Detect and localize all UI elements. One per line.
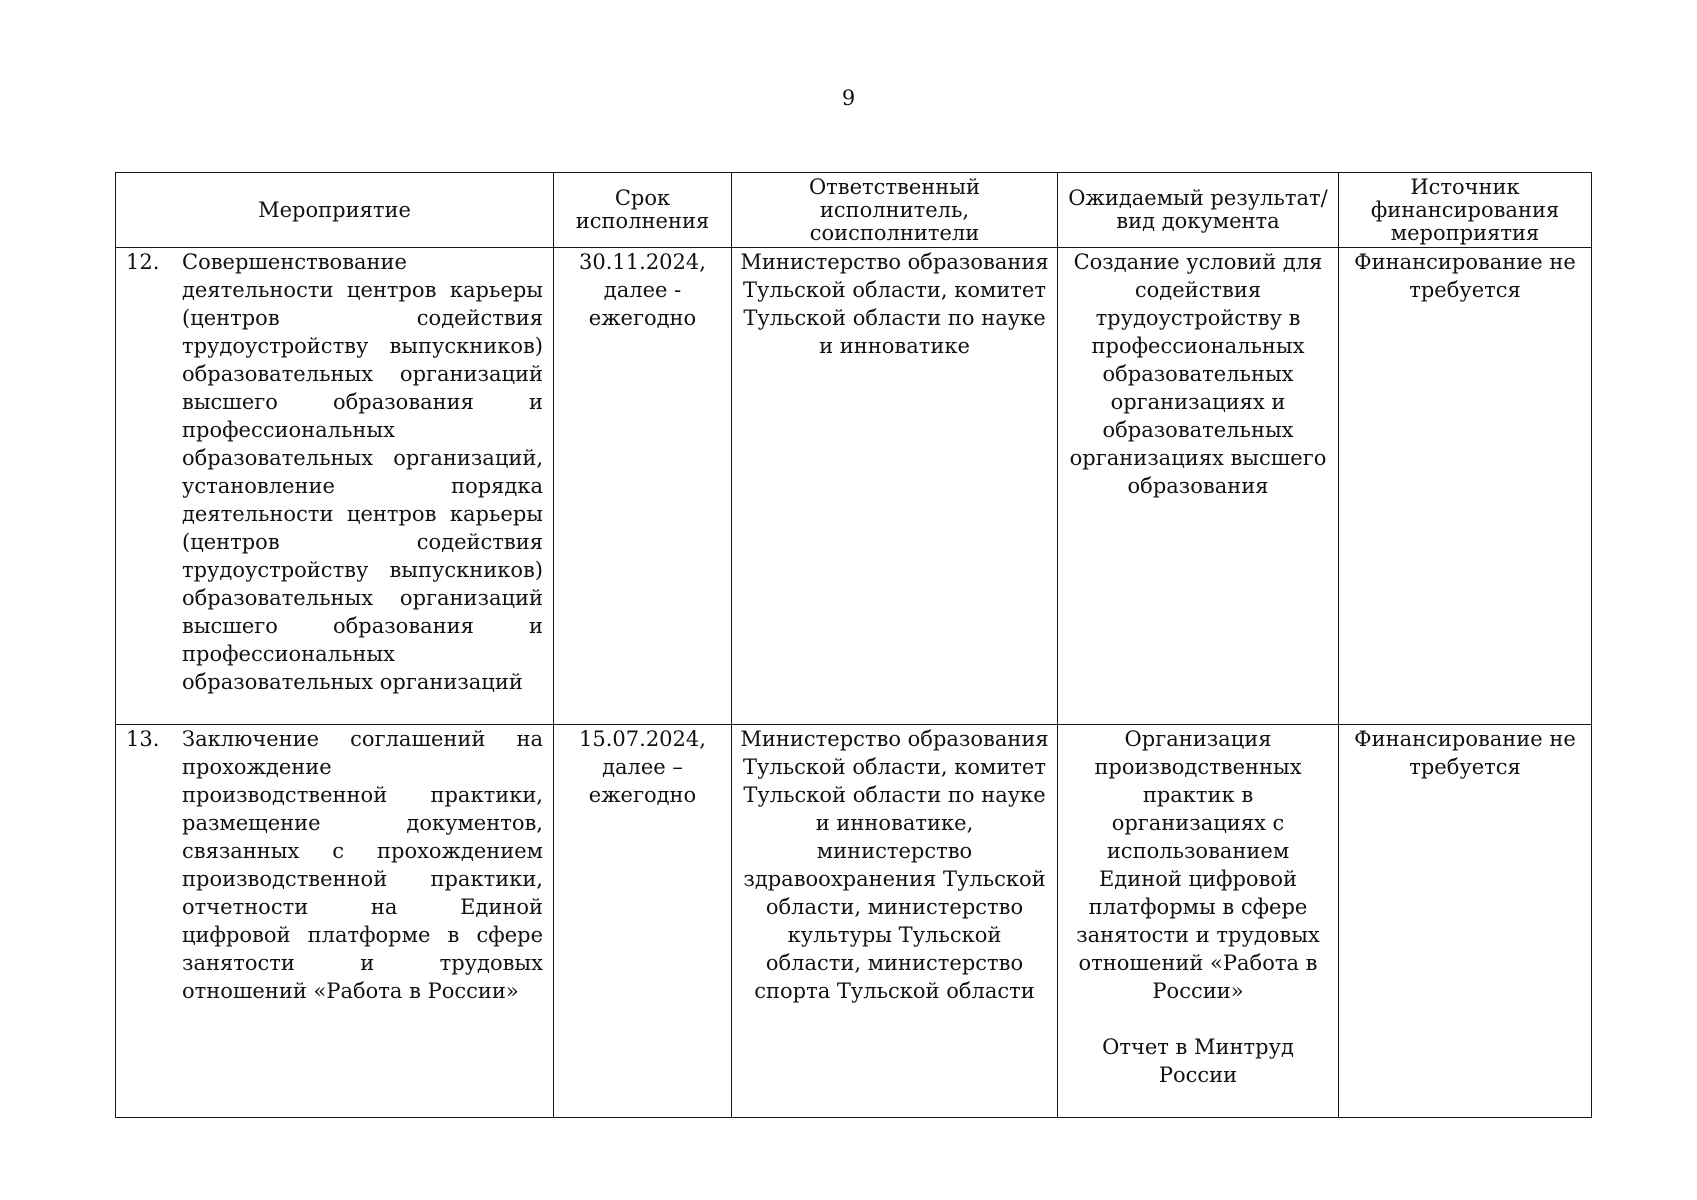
header-responsible: Ответственный исполнитель, соисполнители: [732, 173, 1058, 248]
page-number: 9: [841, 86, 856, 110]
table-header-row: [116, 173, 1592, 248]
result-cell: [1058, 248, 1339, 725]
table-row: [116, 725, 1592, 1118]
responsible-cell: Министерство образования Тульской области, комитет Тульской области по науке и инноватике: [732, 248, 1058, 725]
header-financing: Источник финансирования мероприятия: [1339, 173, 1592, 248]
event-text: Заключение соглашений на прохождение производственной практики, размещение документов, связанных с прохождением производственной практики, отчетности на Единой цифровой платформе в сфере занятости и трудовых отношений «Работа в России»: [182, 727, 543, 1003]
action-plan-table: [115, 172, 1592, 1118]
deadline-cell: 15.07.2024, далее – ежегодно: [554, 725, 732, 1118]
financing-cell: Финансирование не требуется: [1339, 248, 1592, 725]
result-text: Организация производственных практик в организациях с использованием Единой цифровой платформы в сфере занятости и трудовых отношений «Работа в России»: [1076, 727, 1320, 1003]
event-cell: [116, 248, 554, 725]
deadline-cell: 30.11.2024, далее - ежегодно: [554, 248, 732, 725]
event-cell: [116, 725, 554, 1118]
header-result: Ожидаемый результат/ вид документа: [1058, 173, 1339, 248]
row-number: 13.: [126, 727, 160, 751]
header-event: Мероприятие: [116, 173, 554, 248]
row-number: 12.: [126, 250, 160, 274]
result-cell: [1058, 725, 1339, 1118]
event-text: Совершенствование деятельности центров карьеры (центров содействия трудоустройству выпускников) образовательных организаций высшего образования и профессиональных образовательных организаций, установление порядка деятельности центров карьеры (центров содействия трудоустройству выпускников) образовательных организаций высшего образования и профессиональных образовательных организаций: [182, 250, 543, 694]
financing-cell: Финансирование не требуется: [1339, 725, 1592, 1118]
result-text: Создание условий для содействия трудоустройству в профессиональных образовательных организациях и образовательных организациях высшего образования: [1069, 250, 1327, 498]
responsible-cell: Министерство образования Тульской области, комитет Тульской области по науке и инноватике, министерство здравоохранения Тульской области, министерство культуры Тульской области, министерство спорта Тульской области: [732, 725, 1058, 1118]
result-note: Отчет в Минтруд России: [1102, 1035, 1294, 1087]
header-deadline: Срок исполнения: [554, 173, 732, 248]
table-row: [116, 248, 1592, 725]
